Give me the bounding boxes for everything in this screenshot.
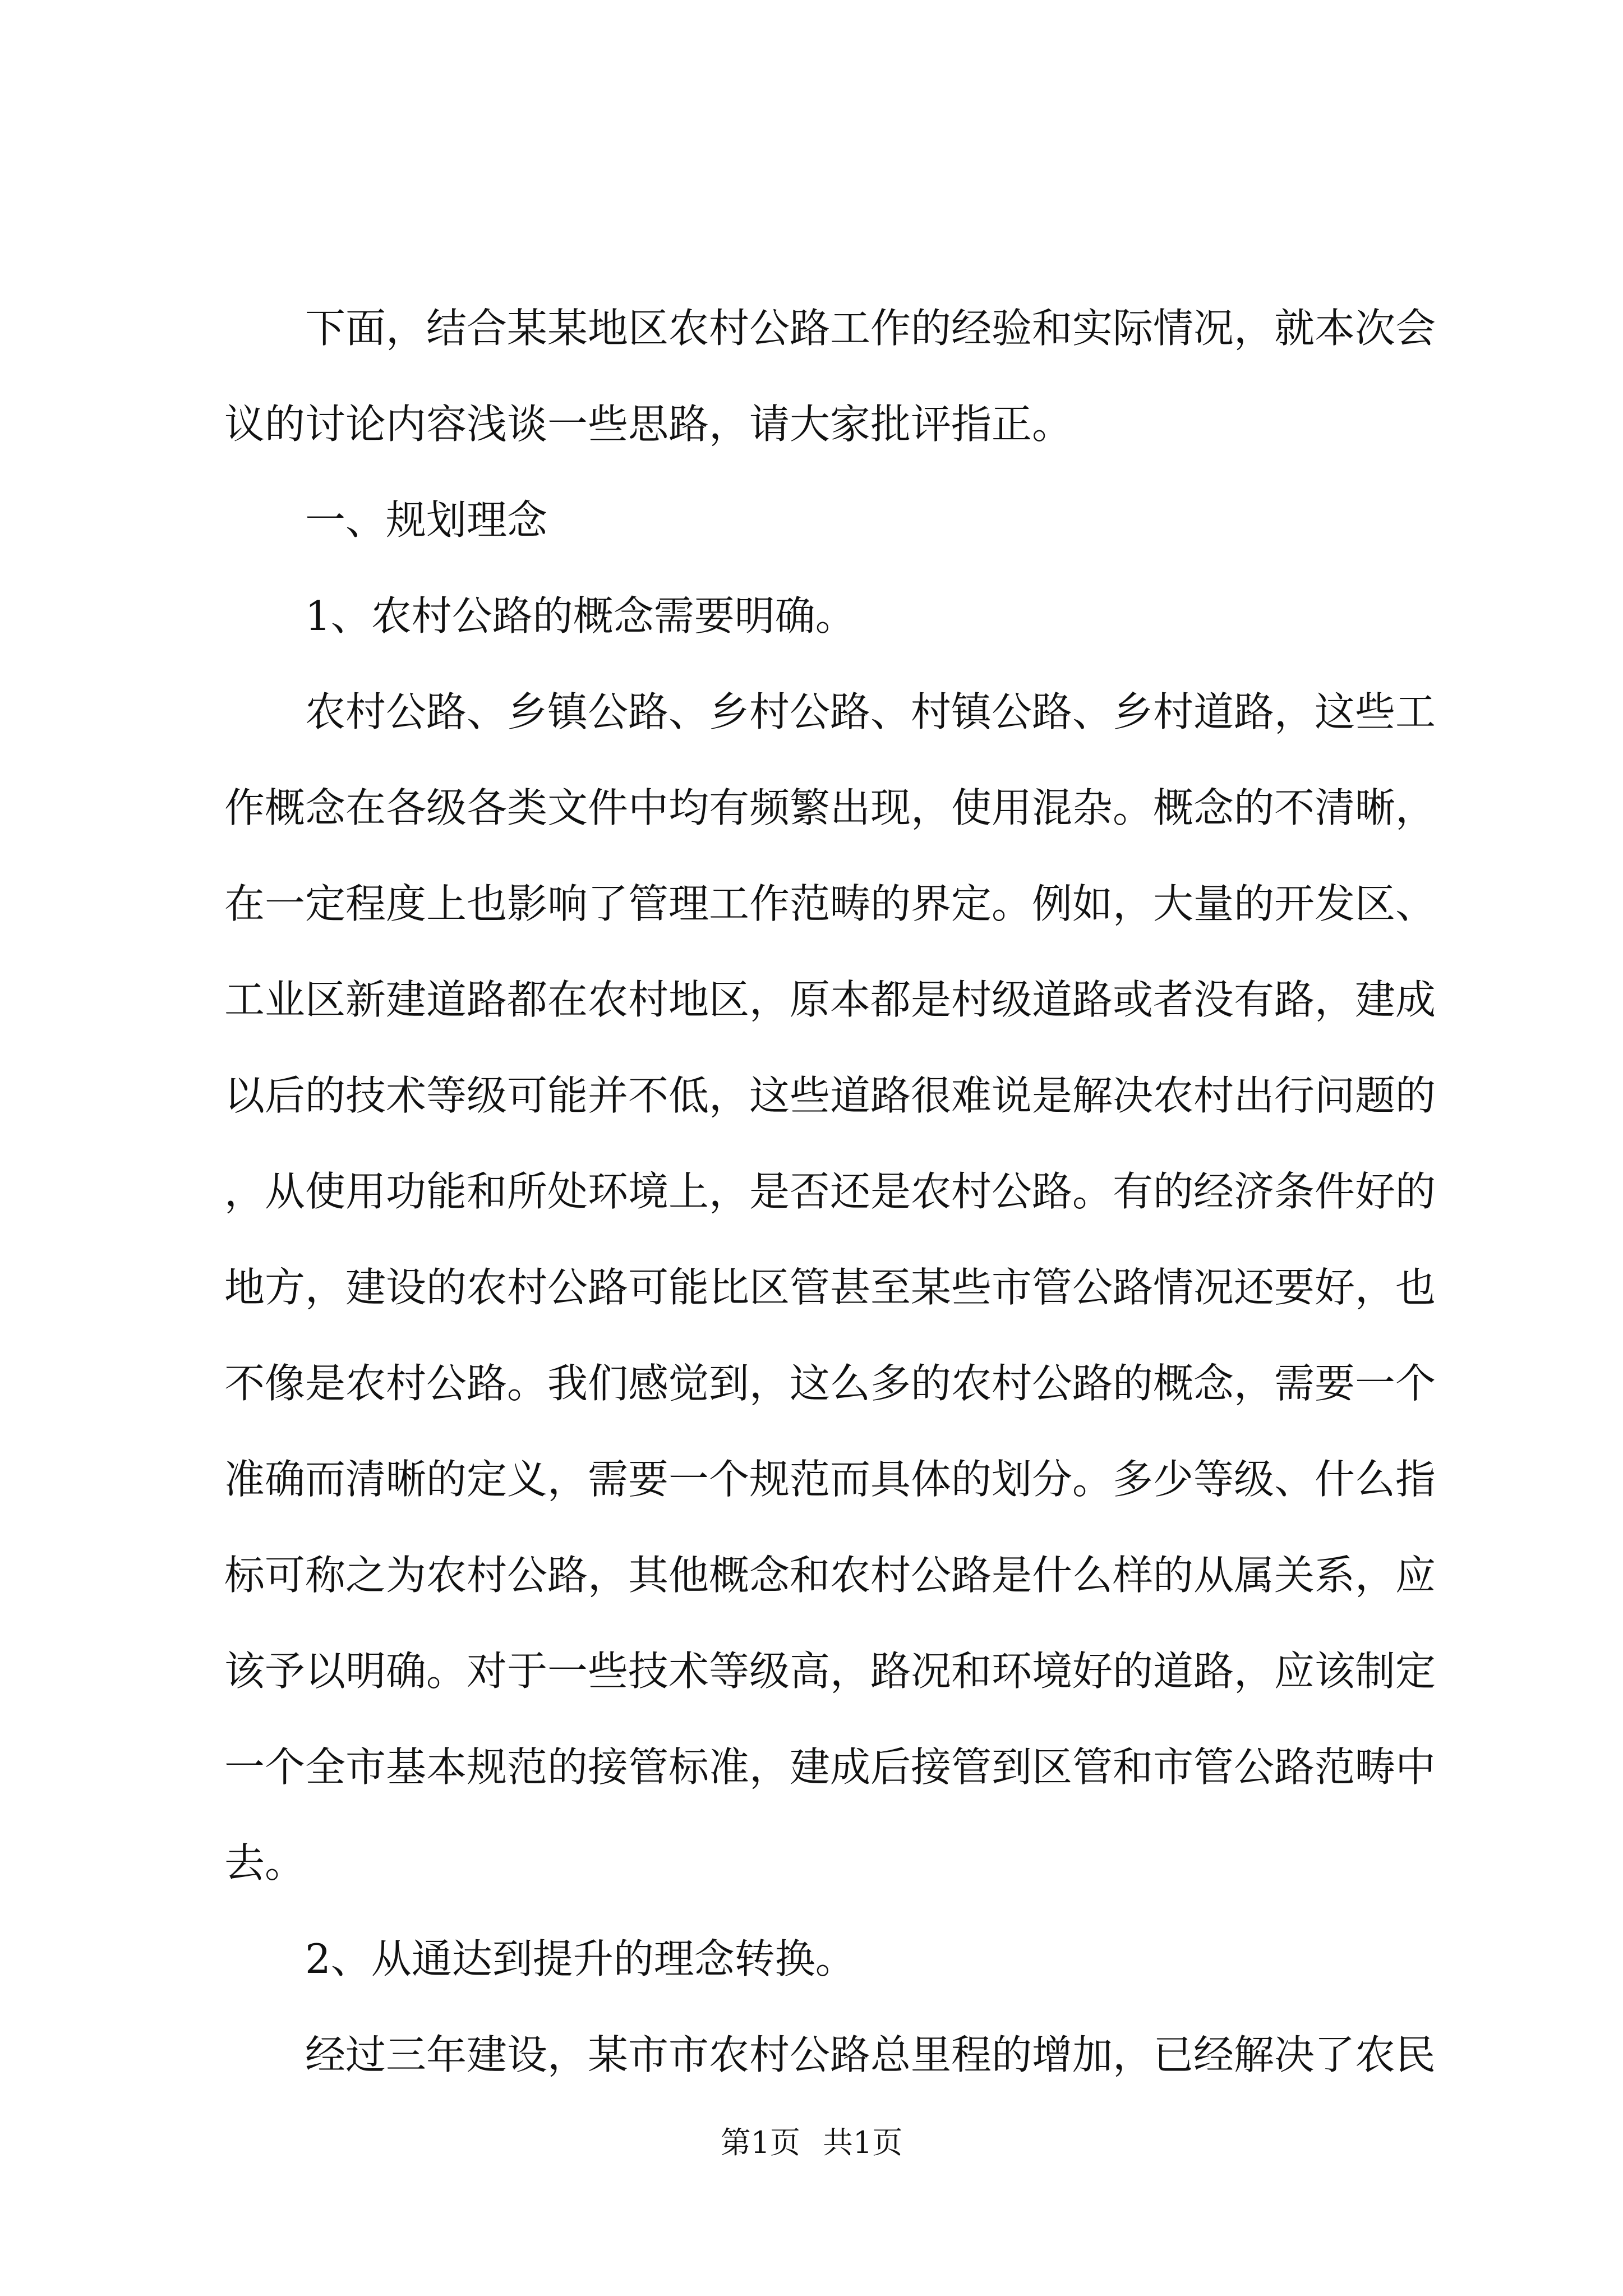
document-body [224, 280, 1436, 2109]
page-footer [0, 2120, 1623, 2165]
page-number: 第1页 [720, 2125, 800, 2160]
paragraph-concept-details: 农村公路、乡镇公路、乡村公路、村镇公路、乡村道路，这些工作概念在各级各类文件中均有频繁出现，使用混杂。概念的不清晰，在一定程度上也影响了管理工作范畴的界定。例如，大量的开发区、工业区新建道路都在农村地区，原本都是村级道路或者没有路，建成以后的技术等级可能并不低，这些道路很难说是解决农村出行问题的，从使用功能和所处环境上，是否还是农村公路。有的经济条件好的地方，建设的农村公路可能比区管甚至某些市管公路情况还要好，也不像是农村公路。我们感觉到，这么多的农村公路的概念，需要一个准确而清晰的定义，需要一个规范而具体的划分。多少等级、什么指标可称之为农村公路，其他概念和农村公路是什么样的从属关系，应该予以明确。对于一些技术等级高，路况和环境好的道路，应该制定一个全市基本规范的接管标准，建成后接管到区管和市管公路范畴中去。 [224, 688, 1436, 1887]
subheading-concept-clarity: 1、农村公路的概念需要明确。 [305, 592, 856, 639]
page-total: 共1页 [823, 2125, 903, 2160]
paragraph-intro: 下面，结合某某地区农村公路工作的经验和实际情况，就本次会议的讨论内容浅谈一些思路，请大家批评指正。 [224, 305, 1436, 448]
heading-planning-concept: 一、规划理念 [305, 496, 548, 544]
subheading-concept-transition: 2、从通达到提升的理念转换。 [305, 1935, 856, 1982]
paragraph-transition-details: 经过三年建设，某市市农村公路总里程的增加，已经解决了农民 [305, 2031, 1436, 2078]
